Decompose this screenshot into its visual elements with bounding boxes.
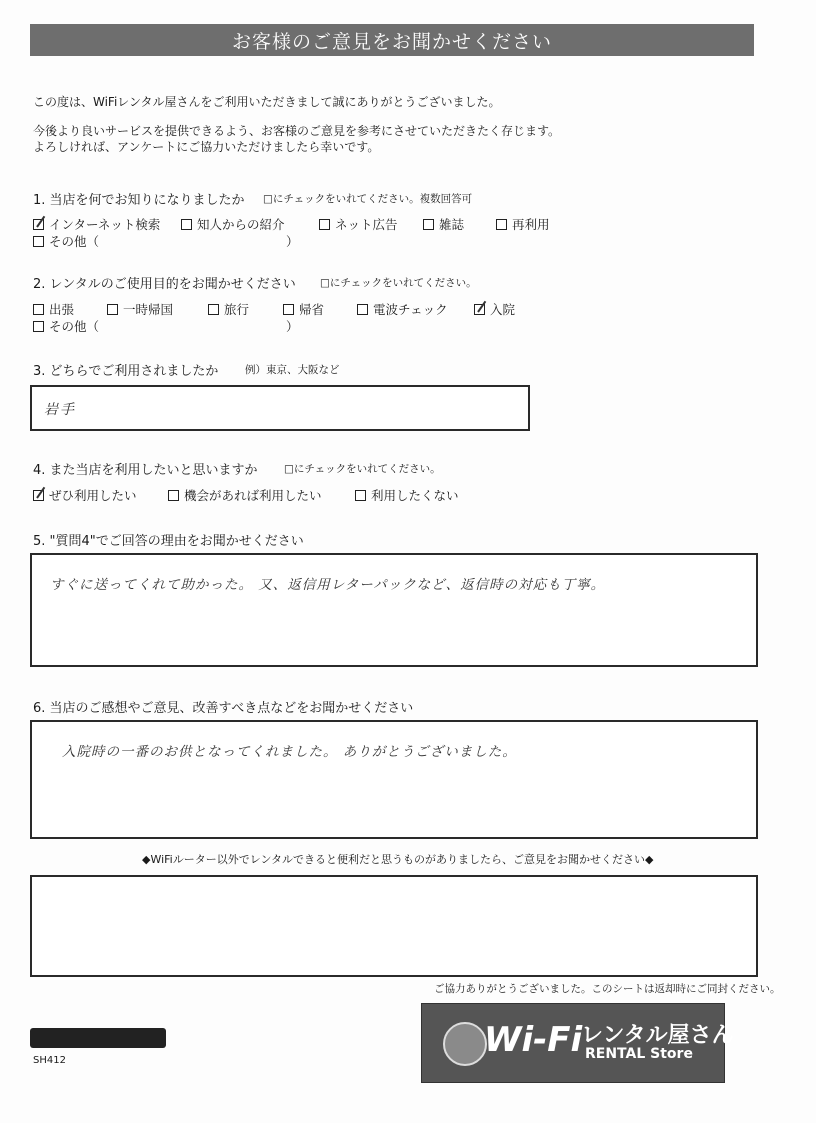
form-title: お客様のご意見をお聞かせください	[30, 24, 754, 56]
checkbox-checked-icon[interactable]	[33, 490, 44, 501]
question-7-label: ◆WiFiルーター以外でレンタルできると便利だと思うものがありましたら、ご意見をお聞かせください◆	[142, 853, 654, 866]
q1-option-referral[interactable]	[181, 215, 285, 233]
q2-option-travel[interactable]	[208, 300, 249, 318]
intro-line-2: 今後より良いサービスを提供できるよう、お客様のご意見を参考にさせていただきたく存じます。	[33, 124, 561, 138]
q4-option-definitely[interactable]	[33, 486, 137, 504]
option-label: 利用したくない	[371, 488, 459, 503]
checkbox-icon[interactable]	[496, 219, 507, 230]
q2-option-homecoming[interactable]	[283, 300, 324, 318]
q2-option-hospital[interactable]	[474, 300, 515, 318]
q2-option-signal-check[interactable]	[357, 300, 448, 318]
option-label: 知人からの紹介	[197, 217, 285, 232]
q3-answer-field[interactable]	[30, 385, 530, 431]
q4-option-no[interactable]	[355, 486, 459, 504]
checkbox-icon[interactable]	[33, 304, 44, 315]
question-1-note: □にチェックをいれてください。複数回答可	[263, 193, 473, 205]
logo-japanese-text: レンタル屋さん	[581, 1023, 734, 1048]
checkbox-icon[interactable]	[181, 219, 192, 230]
question-3-note: 例）東京、大阪など	[245, 364, 340, 376]
intro-line-3: よろしければ、アンケートにご協力いただけましたら幸いです。	[33, 140, 380, 154]
q1-option-net-ad[interactable]	[319, 215, 398, 233]
q1-option-other[interactable]	[33, 232, 99, 250]
q4-option-if-chance[interactable]	[168, 486, 322, 504]
q5-answer-field[interactable]	[30, 553, 758, 667]
question-4-note: □にチェックをいれてください。	[284, 463, 441, 475]
question-3-label: 3. どちらでご利用されましたか	[33, 364, 219, 379]
checkbox-icon[interactable]	[355, 490, 366, 501]
checkbox-icon[interactable]	[33, 236, 44, 247]
q7-answer-field[interactable]	[30, 875, 758, 977]
question-1-label: 1. 当店を何でお知りになりましたか	[33, 193, 245, 208]
checkbox-icon[interactable]	[208, 304, 219, 315]
q1-option-internet[interactable]	[33, 215, 160, 233]
checkbox-icon[interactable]	[319, 219, 330, 230]
mascot-icon	[443, 1022, 487, 1066]
option-label: 入院	[490, 302, 516, 317]
q2-option-temp-return[interactable]	[107, 300, 173, 318]
checkbox-checked-icon[interactable]	[33, 219, 44, 230]
intro-line-1: この度は、WiFiレンタル屋さんをご利用いただきまして誠にありがとうございました。	[33, 95, 501, 109]
question-2-note: □にチェックをいれてください。	[320, 277, 477, 289]
checkbox-icon[interactable]	[423, 219, 434, 230]
q6-answer-text: 入院時の一番のお供となってくれました。 ありがとうございました。	[62, 744, 517, 760]
checkbox-icon[interactable]	[168, 490, 179, 501]
question-4-label: 4. また当店を利用したいと思いますか	[33, 463, 258, 478]
option-label: インターネット検索	[49, 217, 161, 232]
option-label: 旅行	[224, 302, 250, 317]
q2-other-close: ）	[286, 319, 299, 334]
checkbox-icon[interactable]	[33, 321, 44, 332]
checkbox-icon[interactable]	[107, 304, 118, 315]
option-label: ネット広告	[335, 217, 398, 232]
checkbox-icon[interactable]	[283, 304, 294, 315]
option-label: 雑誌	[439, 217, 465, 232]
q2-option-business[interactable]	[33, 300, 74, 318]
q5-answer-text: すぐに送ってくれて助かった。 又、返信用レターパックなど、返信時の対応も丁寧。	[50, 577, 606, 593]
option-label: ぜひ利用したい	[49, 488, 137, 503]
option-label: その他（	[49, 234, 100, 249]
logo-wifi-text: Wi-Fi	[484, 1020, 583, 1060]
q6-answer-field[interactable]	[30, 720, 758, 839]
footer-thanks: ご協力ありがとうございました。このシートは返却時にご同封ください。	[434, 983, 781, 995]
option-label: 機会があれば利用したい	[184, 488, 322, 503]
question-2-label: 2. レンタルのご使用目的をお聞かせください	[33, 277, 296, 292]
q1-option-magazine[interactable]	[423, 215, 464, 233]
redacted-barcode-number	[30, 1028, 166, 1048]
option-label: その他（	[49, 319, 100, 334]
q1-option-reuse[interactable]	[496, 215, 550, 233]
option-label: 出張	[49, 302, 75, 317]
checkbox-checked-icon[interactable]	[474, 304, 485, 315]
form-code: SH412	[33, 1055, 66, 1066]
option-label: 再利用	[512, 217, 550, 232]
question-6-label: 6. 当店のご感想やご意見、改善すべき点などをお聞かせください	[33, 701, 414, 716]
q2-option-other[interactable]	[33, 317, 99, 335]
question-5-label: 5. "質問4"でご回答の理由をお聞かせください	[33, 534, 304, 549]
q1-other-close: ）	[286, 234, 299, 249]
option-label: 電波チェック	[373, 302, 448, 317]
option-label: 帰省	[299, 302, 325, 317]
logo-english-text: RENTAL Store	[585, 1046, 693, 1062]
q3-answer-text: 岩手	[44, 402, 76, 418]
checkbox-icon[interactable]	[357, 304, 368, 315]
option-label: 一時帰国	[123, 302, 174, 317]
